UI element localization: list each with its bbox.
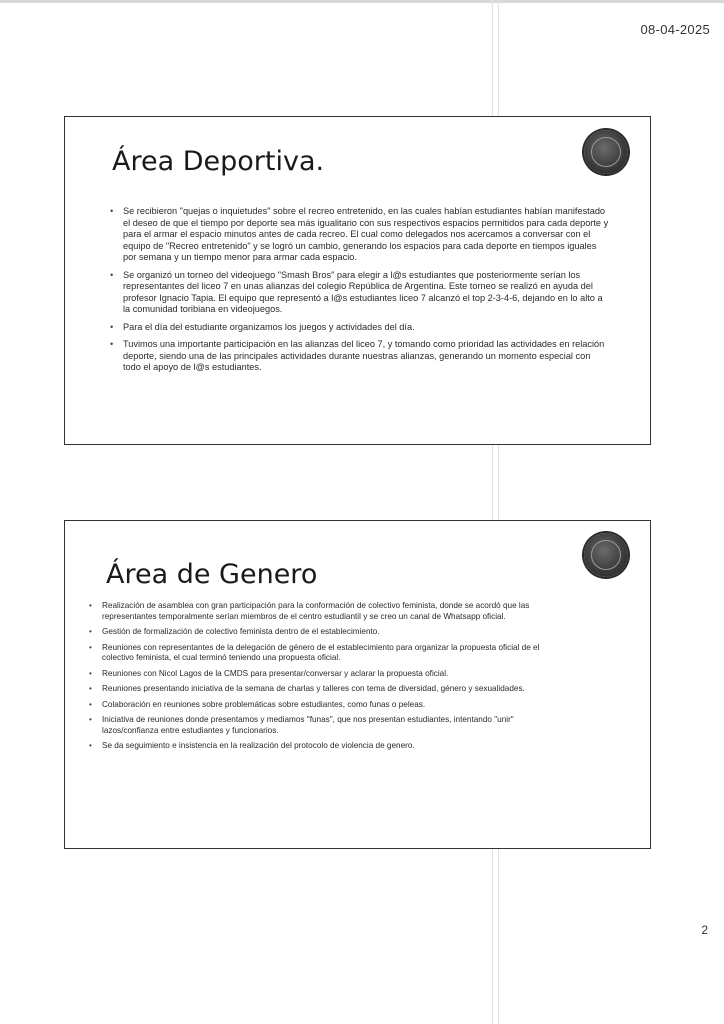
- bullet-item: • Tuvimos una importante participación en las alianzas del liceo 7, y tomando como prioridad las actividades en relación deporte, siendo una de las principales actividades durante nuestras alianzas, generando un momento especial con todo el apoyo de l@s estudiantes.: [110, 339, 610, 374]
- bullet-item: • Se organizó un torneo del videojuego "Smash Bros" para elegir a l@s estudiantes que posteriormente serían los representantes del liceo 7 en unas alianzas del colegio República de Argentina. Este torneo se realizó en ayuda del profesor Ignacio Tapia. El equipo que representó a l@s estudiantes liceo 7 alcanzó el top 2-3-4-6, dejando en lo alto a la comunidad toribiana en videojuegos.: [110, 270, 610, 316]
- slide-area-genero: [64, 520, 651, 849]
- bullet-item: • Se da seguimiento e insistencia en la realización del protocolo de violencia de genero.: [89, 741, 569, 752]
- bullet-item: • Iniciativa de reuniones donde presentamos y mediamos "funas", que nos presentan estudiantes, intentando "unir" lazos/confianza entre estudiantes y funcionarios.: [89, 715, 569, 736]
- slide-title: Área Deportiva.: [112, 146, 325, 177]
- bullet-item: • Realización de asamblea con gran participación para la conformación de colectivo feminista, donde se acordó que las representantes temporalmente serían miembros de el centro estudiantil y se creo un canal de Whatsapp oficial.: [89, 601, 569, 622]
- school-seal-logo: [584, 130, 628, 174]
- bullet-list: [89, 601, 569, 757]
- bullet-item: • Se recibieron "quejas o inquietudes" sobre el recreo entretenido, en las cuales habían estudiantes habían manifestado el deseo de que el tiempo por deporte sea más igualitario con sus respectivos espacios permitidos para cada deporte y para el armar el espacio minutos antes de cada recreo. El cual como delegados nos acercamos a conversar con el equipo de "Recreo entretenido" y se logró un cambio, generando los espacios para cada deporte en tiempos iguales por semana y un tiempo menor para armar cada espacio.: [110, 206, 610, 264]
- slide-title: Área de Genero: [106, 559, 318, 590]
- bullet-item: • Gestión de formalización de colectivo feminista dentro de el establecimiento.: [89, 627, 569, 638]
- bullet-item: • Colaboración en reuniones sobre problemáticas sobre estudiantes, como funas o peleas.: [89, 700, 569, 711]
- page-number: 2: [701, 923, 708, 937]
- bullet-item: • Para el día del estudiante organizamos los juegos y actividades del día.: [110, 322, 610, 334]
- scan-top-edge: [0, 0, 724, 3]
- bullet-item: • Reuniones con representantes de la delegación de género de el establecimiento para organizar la propuesta oficial de el colectivo feminista, el cual terminó teniendo una propuesta oficial.: [89, 643, 569, 664]
- slide-area-deportiva: [64, 116, 651, 445]
- print-date: 08-04-2025: [640, 22, 710, 37]
- bullet-list: [110, 206, 610, 380]
- bullet-item: • Reuniones presentando iniciativa de la semana de charlas y talleres con tema de diversidad, género y sexualidades.: [89, 684, 569, 695]
- school-seal-logo: [584, 533, 628, 577]
- bullet-item: • Reuniones con Nicol Lagos de la CMDS para presentar/conversar y aclarar la propuesta oficial.: [89, 669, 569, 680]
